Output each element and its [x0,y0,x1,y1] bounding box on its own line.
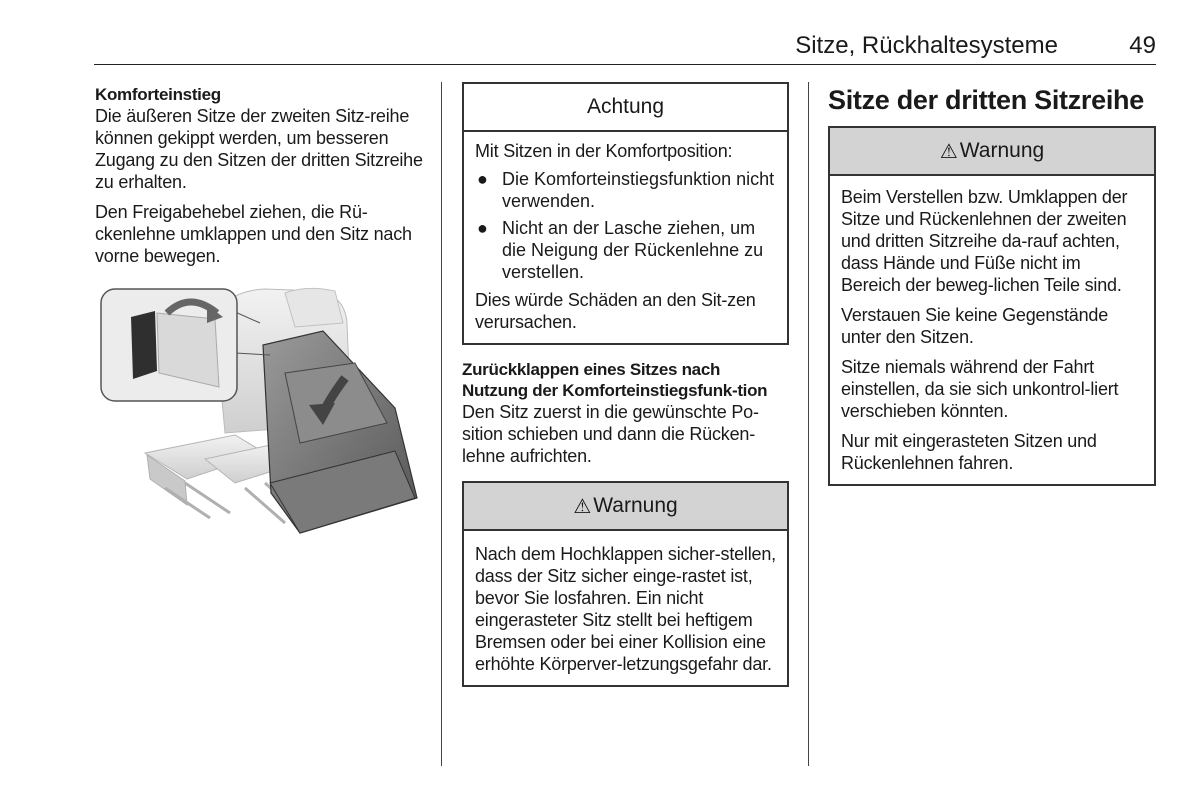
komforteinstieg-paragraph-1: Die äußeren Sitze der zweiten Sitz-reihe können gekippt werden, um besseren Zugang zu den Sitzen der dritten Sitzreihe zu erhalten. [95,106,423,192]
zurueckklappen-heading: Zurückklappen eines Sitzes nach Nutzung der Komforteinstiegsfunk-tion [462,360,768,400]
warning-box-2-title: Warnung [959,139,1045,162]
list-item [475,217,776,283]
warning-box-2-paragraph-2: Verstauen Sie keine Gegenstände unter den Sitzen. [841,305,1108,347]
seat-tilt-illustration [95,283,424,546]
bullet-icon: ● [477,218,488,238]
caution-intro: Mit Sitzen in der Komfortposition: [475,141,733,161]
column-3 [828,82,1156,486]
caution-bullet-list [475,168,776,283]
warning-box-1-title: Warnung [593,494,678,517]
section-title-dritte-sitzreihe: Sitze der dritten Sitzreihe [828,85,1144,115]
caution-bullet-text: Nicht an der Lasche ziehen, um die Neigung der Rückenlehne zu verstellen. [502,218,764,282]
warning-triangle-icon: ⚠ [939,140,958,163]
warning-box-2-paragraph-1: Beim Verstellen bzw. Umklappen der Sitze und Rückenlehnen der zweiten und dritten Sitzreihe da-rauf achten, dass Hände und Füße nicht im Bereich der beweg-lichen Teile sind. [841,187,1128,295]
running-header-title: Sitze, Rückhaltesysteme [795,32,1058,59]
warning-box-1-text: Nach dem Hochklappen sicher-stellen, dass der Sitz sicher einge-rastet ist, bevor Sie losfahren. Ein nicht eingerasteter Sitz stellt bei heftigem Bremsen oder bei einer Kollision eine erhöhte Körperver-letzungsgefahr dar. [475,544,776,674]
komforteinstieg-paragraph-2: Den Freigabehebel ziehen, die Rü-ckenlehne umklappen und den Sitz nach vorne bewegen. [95,202,412,266]
column-1 [95,84,425,275]
warning-box-1 [462,481,789,687]
warning-box-2-paragraph-3: Sitze niemals während der Fahrt einstellen, da sie sich unkontrol-liert verschieben könnten. [841,357,1119,421]
column-divider-left [441,82,442,766]
page-number: 49 [1129,32,1156,59]
warning-triangle-icon: ⚠ [573,495,592,518]
caution-bullet-text: Die Komforteinstiegsfunktion nicht verwenden. [502,169,775,211]
warning-box-2-paragraph-4: Nur mit eingerasteten Sitzen und Rückenlehnen fahren. [841,431,1097,473]
caution-outro: Dies würde Schäden an den Sit-zen verursachen. [475,290,756,332]
warning-box-1-header [464,483,787,531]
column-divider-right [808,82,809,766]
caution-box [462,82,789,345]
column-2 [462,82,789,687]
warning-box-2 [828,126,1156,486]
bullet-icon: ● [477,169,488,189]
zurueckklappen-text: Den Sitz zuerst in die gewünschte Po-sition schieben und dann die Rücken-lehne aufrichten. [462,402,759,466]
warning-box-2-header [830,128,1154,176]
header-rule [94,64,1156,65]
caution-box-title: Achtung [464,84,787,132]
komforteinstieg-heading: Komforteinstieg [95,85,221,104]
list-item [475,168,776,212]
